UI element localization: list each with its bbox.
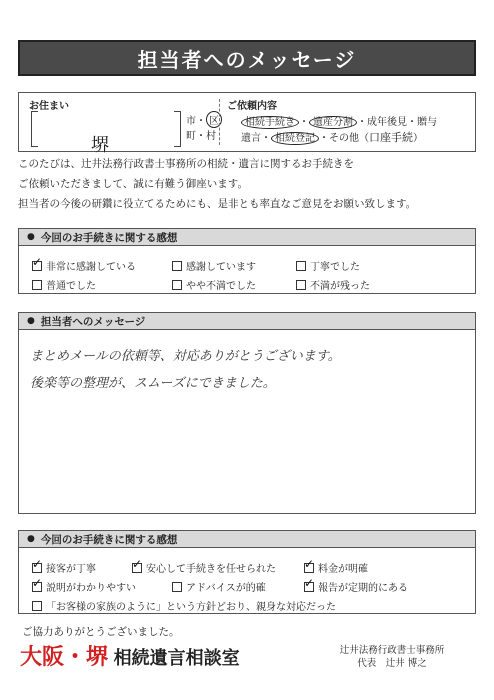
separator: ・	[299, 117, 309, 128]
option-trustworthy[interactable]	[132, 560, 276, 575]
intro-line-3: 担当者の今後の研鑽に役立てるためにも、是非とも率直なご意見をお願い致します。	[18, 198, 417, 210]
city-label: 市・	[186, 116, 206, 127]
option-label: 丁寧でした	[310, 262, 360, 273]
intro-line-2: ご依頼いただきまして、誠に有難う御座います。	[18, 178, 248, 190]
message-line-1: まとめメールの依頼等、対応ありがとうございます。	[30, 349, 341, 364]
section-message-title: 担当者へのメッセージ	[40, 315, 146, 328]
request-item-division: 遺産分割	[309, 116, 357, 129]
option-clear-fees[interactable]	[304, 560, 368, 575]
checkbox[interactable]	[32, 601, 42, 611]
option-clear-explanation[interactable]	[32, 579, 136, 594]
office-info	[322, 644, 462, 670]
brand-logo	[20, 640, 240, 671]
option-label: 不満が残った	[310, 281, 370, 292]
option-label: 料金が明確	[318, 564, 368, 575]
page-title: 担当者へのメッセージ	[18, 40, 476, 76]
option-label: 報告が定期的にある	[318, 583, 408, 594]
option-label: アドバイスが的確	[186, 583, 266, 594]
message-line-2: 後楽等の整理が、スムーズにできました。	[30, 376, 276, 391]
option-label: 説明がわかりやすい	[46, 583, 136, 594]
checkbox[interactable]	[32, 280, 42, 290]
address-label: お住まい	[29, 101, 69, 112]
checkbox[interactable]	[304, 582, 314, 592]
bullet-icon: ●	[27, 534, 35, 544]
request-item-other-close: ）	[413, 133, 423, 144]
checkbox[interactable]	[296, 261, 306, 271]
town-village-label: 町・村	[186, 131, 216, 142]
intro-line-1: このたびは、辻井法務行政書士事務所の相続・遺言に関するお手続きを	[18, 158, 354, 170]
option-label: 感謝しています	[186, 262, 256, 273]
city-ward-line	[186, 111, 222, 128]
checkbox[interactable]	[304, 563, 314, 573]
divider	[219, 99, 221, 145]
checkbox[interactable]	[132, 563, 142, 573]
option-label: 安心して手続きを任せられた	[146, 564, 276, 575]
request-item-other-label: ・その他（	[319, 133, 369, 144]
option-label: 非常に感謝している	[46, 262, 136, 273]
option-polite[interactable]	[296, 258, 360, 273]
address-handwritten: 堺	[91, 135, 109, 156]
request-item-others-1: ・成年後見・贈与	[357, 117, 437, 128]
checkbox[interactable]	[172, 261, 182, 271]
option-grateful[interactable]	[172, 258, 256, 273]
request-item-inheritance: 相続手続き	[241, 116, 299, 129]
checkbox[interactable]	[296, 280, 306, 290]
option-slightly-dissatisfied[interactable]	[172, 277, 256, 292]
office-name: 辻井法務行政書士事務所	[339, 645, 445, 656]
brand-name: 相続遺言相談室	[113, 648, 240, 669]
client-info-box	[18, 92, 476, 156]
option-label: やや不満でした	[186, 281, 256, 292]
option-normal[interactable]	[32, 277, 96, 292]
ward-circled: 区	[206, 111, 222, 128]
option-courteous[interactable]	[32, 560, 96, 575]
request-line-2	[241, 129, 423, 145]
request-other-handwritten: 口座手続	[369, 131, 413, 144]
checkbox[interactable]	[32, 261, 42, 271]
thanks-text: ご協力ありがとうございました。	[22, 626, 180, 638]
option-good-advice[interactable]	[172, 579, 266, 594]
option-very-grateful[interactable]	[32, 258, 136, 273]
option-dissatisfied[interactable]	[296, 277, 370, 292]
bullet-icon: ●	[27, 316, 35, 326]
brand-location: 大阪・堺	[20, 645, 109, 670]
option-label: 「お客様の家族のように」という方針どおり、親身な対応だった	[46, 602, 336, 613]
option-label: 接客が丁寧	[46, 564, 96, 575]
bullet-icon: ●	[27, 232, 35, 242]
office-representative: 代表 辻井 博之	[357, 658, 427, 669]
option-regular-reports[interactable]	[304, 579, 408, 594]
section-message-header	[18, 312, 476, 330]
checkbox[interactable]	[172, 582, 182, 592]
request-item-will: 遺言・	[241, 133, 271, 144]
request-line-1	[241, 113, 437, 128]
request-item-registration: 相続登記	[271, 132, 319, 145]
request-label: ご依頼内容	[227, 101, 277, 112]
address-field[interactable]	[31, 111, 181, 156]
checkbox[interactable]	[172, 280, 182, 290]
option-family-like[interactable]	[32, 598, 336, 613]
option-label: 普通でした	[46, 281, 96, 292]
section-impression2-title: 今回のお手続きに関する感想	[40, 533, 178, 546]
checkbox[interactable]	[32, 582, 42, 592]
section-impression-header	[18, 228, 476, 246]
section-impression-title: 今回のお手続きに関する感想	[40, 231, 178, 244]
checkbox[interactable]	[32, 563, 42, 573]
section-impression2-header	[18, 530, 476, 548]
